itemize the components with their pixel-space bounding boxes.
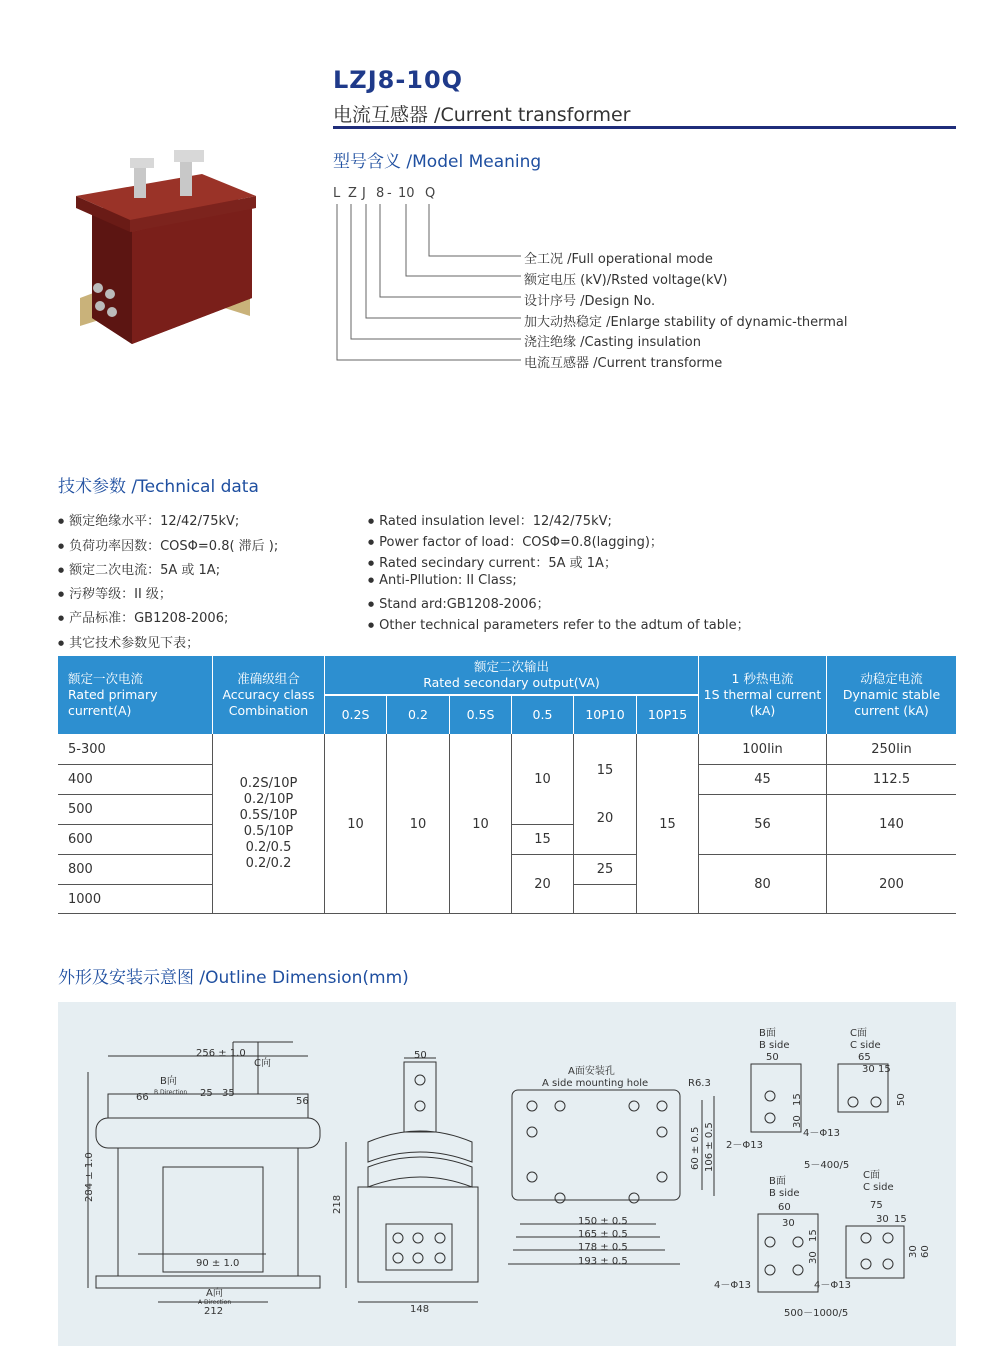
technical-table xyxy=(58,656,956,914)
spec-en-3: ● Rated secindary current：5A 或 1A； xyxy=(368,552,617,571)
dim-218: 218 xyxy=(332,1194,343,1214)
cell-dynamic: 200 xyxy=(879,876,904,892)
dim-2phi13: 2－Φ13 xyxy=(726,1140,763,1151)
spec-cn-2: ● 负荷功率因数：COSΦ=0.8( 滞后 ); xyxy=(58,535,278,554)
code-letter-j: J xyxy=(362,186,366,201)
th-dynamic-current: 动稳定电流 Dynamic stable current (kA) xyxy=(827,656,956,734)
cell-primary: 800 xyxy=(68,861,93,877)
dim-b30: 30 xyxy=(792,1115,803,1128)
spec-cn-3: ● 额定二次电流：5A 或 1A; xyxy=(58,559,220,578)
dim-66: 66 xyxy=(136,1092,149,1103)
dim-178: 178 ± 0.5 xyxy=(578,1242,628,1253)
th-thermal-current: 1 秒热电流 1S thermal current (kA) xyxy=(699,656,826,734)
dim-4phi13-2: 4－Φ13 xyxy=(714,1280,751,1291)
cell-0-5: 20 xyxy=(534,876,551,892)
meaning-line-3: 设计序号 /Design No. xyxy=(524,294,656,309)
outline-heading: 外形及安装示意图 /Outline Dimension(mm) xyxy=(58,968,409,988)
cell-primary: 600 xyxy=(68,831,93,847)
side-body xyxy=(358,1187,478,1282)
b-face-2: B面 xyxy=(769,1176,786,1187)
dim-b15: 15 xyxy=(792,1093,803,1106)
dim-50: 50 xyxy=(414,1050,427,1061)
cell-dynamic: 250Iin xyxy=(871,741,912,757)
code-letter-z: Z xyxy=(348,186,357,201)
dim-284: 284 ± 1.0 xyxy=(84,1152,95,1202)
cell-0-5: 10 xyxy=(534,771,551,787)
dim-c65: 65 xyxy=(858,1052,871,1063)
c-side-2: C side xyxy=(863,1182,894,1193)
cell-primary: 400 xyxy=(68,771,93,787)
cell-0-5: 15 xyxy=(534,831,551,847)
cell-0-2: 10 xyxy=(409,816,427,832)
spec-cn-4: ● 污秽等级：II 级； xyxy=(58,583,172,602)
b-side-1: B side xyxy=(759,1040,790,1051)
th-0-2: 0.2 xyxy=(387,696,449,734)
cell-10p10: 15 xyxy=(596,762,614,778)
dim-150: 150 ± 0.5 xyxy=(578,1216,628,1227)
cell-10p15: 15 xyxy=(659,816,676,832)
b-side-2: B side xyxy=(769,1188,800,1199)
cell-primary: 500 xyxy=(68,801,93,817)
code-letter-l: L xyxy=(333,186,341,201)
dim-4phi13-1: 4－Φ13 xyxy=(803,1128,840,1139)
model-title: LZJ8-10Q xyxy=(333,66,464,94)
b-face-1: B面 xyxy=(759,1028,776,1039)
dim-148: 148 xyxy=(410,1304,430,1315)
model-meaning-leader-lines xyxy=(333,200,523,370)
dim-90: 90 ± 1.0 xyxy=(196,1258,240,1269)
dim-b60: 60 xyxy=(778,1202,791,1213)
front-base xyxy=(96,1276,320,1288)
code-voltage: 10 xyxy=(398,186,415,201)
meaning-line-1: 全工况 /Full operational mode xyxy=(524,252,713,267)
dim-b50: 50 xyxy=(766,1052,779,1063)
meaning-line-6: 电流互感器 /Current transforme xyxy=(524,356,723,371)
c-side-1: C side xyxy=(850,1040,881,1051)
code-dash: - xyxy=(387,186,392,201)
dim-b2-30v: 30 xyxy=(808,1251,819,1264)
th-accuracy-class: 准确级组合 Accuracy class Combination xyxy=(213,656,324,734)
cell-thermal: 56 xyxy=(754,816,771,832)
spec-en-5: ● Stand ard:GB1208-2006； xyxy=(368,593,550,612)
spec-en-6: ● Other technical parameters refer to the adtum of table； xyxy=(368,614,750,633)
cell-0-5s: 10 xyxy=(472,816,489,832)
cell-dynamic: 140 xyxy=(879,816,904,832)
dim-c2-30: 30 xyxy=(876,1214,889,1225)
dim-c2-60: 60 xyxy=(920,1245,931,1258)
dim-c-dir: C向 xyxy=(254,1058,271,1069)
side-shed-2 xyxy=(368,1157,472,1187)
dim-106: 106 ± 0.5 xyxy=(704,1122,715,1172)
side-terminal xyxy=(404,1062,436,1132)
th-0-5s: 0.5S xyxy=(450,696,511,734)
dim-c75: 75 xyxy=(870,1200,883,1211)
dim-60: 60 ± 0.5 xyxy=(690,1126,701,1170)
cell-dynamic: 112.5 xyxy=(872,771,911,787)
dim-c2-30v: 30 xyxy=(908,1245,919,1258)
cell-thermal: 80 xyxy=(754,876,771,892)
c-side-plate-large xyxy=(846,1226,904,1278)
a-hole-en: A side mounting hole xyxy=(542,1078,649,1089)
th-10p15: 10P15 xyxy=(637,696,698,734)
cell-thermal: 100Iin xyxy=(742,741,783,757)
dim-c30: 30 xyxy=(862,1064,875,1075)
dim-25: 25 xyxy=(200,1088,213,1099)
cell-10p10: 20 xyxy=(596,810,614,826)
cell-thermal: 45 xyxy=(754,771,771,787)
th-0-2s: 0.2S xyxy=(325,696,386,734)
th-0-5: 0.5 xyxy=(512,696,573,734)
ratio-2: 500－1000/5 xyxy=(784,1308,849,1319)
dim-b2-30: 30 xyxy=(782,1218,795,1229)
cell-10p10: 25 xyxy=(596,861,614,877)
dim-b-dir: B向 xyxy=(160,1076,177,1087)
dim-b2-15: 15 xyxy=(808,1229,819,1242)
model-meaning-heading: 型号含义 /Model Meaning xyxy=(333,152,542,172)
dim-56: 56 xyxy=(296,1096,309,1107)
product-subtitle: 电流互感器 /Current transformer xyxy=(333,104,631,126)
ratio-1: 5－400/5 xyxy=(804,1160,850,1171)
spec-en-2: ● Power factor of load：COSΦ=0.8(lagging)； xyxy=(368,531,663,550)
spec-en-1: ● Rated insulation level：12/42/75kV; xyxy=(368,510,612,529)
dim-4phi13-3: 4－Φ13 xyxy=(814,1280,851,1291)
a-hole-cn: A面安装孔 xyxy=(568,1066,615,1077)
dim-165: 165 ± 0.5 xyxy=(578,1229,628,1240)
meaning-line-2: 额定电压 (kV)/Rsted voltage(kV) xyxy=(524,273,728,288)
dim-256: 256 ± 1.0 xyxy=(196,1048,246,1059)
th-primary-current: 额定一次电流 Rated primary current(A) xyxy=(58,656,212,734)
spec-cn-6: ● 其它技术参数见下表； xyxy=(58,632,199,651)
outline-drawing xyxy=(58,1002,956,1346)
dim-a-direction: A Direction xyxy=(198,1299,232,1306)
code-letter-q: Q xyxy=(425,186,436,201)
dim-212: 212 xyxy=(204,1306,224,1317)
product-photo xyxy=(72,148,262,358)
c-face-1: C面 xyxy=(850,1028,867,1039)
c-face-2: C面 xyxy=(863,1170,880,1181)
technical-heading: 技术参数 /Technical data xyxy=(58,477,259,497)
cell-primary: 1000 xyxy=(68,891,102,907)
cell-primary: 5-300 xyxy=(68,741,106,757)
cell-0-2s: 10 xyxy=(347,816,364,832)
dim-r63: R6.3 xyxy=(688,1078,711,1089)
dim-c50: 50 xyxy=(896,1093,907,1106)
dim-193: 193 ± 0.5 xyxy=(578,1256,628,1267)
th-10p10: 10P10 xyxy=(574,696,636,734)
spec-cn-1: ● 额定绝缘水平：12/42/75kV; xyxy=(58,510,239,529)
dim-35: 35 xyxy=(222,1088,235,1099)
cell-accuracy: 0.2S/10P 0.2/10P 0.5S/10P 0.5/10P 0.2/0.5 0.2/0.2 xyxy=(239,776,298,871)
dim-a-dir: A向 xyxy=(206,1288,223,1299)
dim-b-direction: B Direction xyxy=(154,1089,188,1096)
code-design-no: 8 xyxy=(376,186,385,201)
spec-en-4: ● Anti-Pllution: II Class; xyxy=(368,573,517,588)
dim-c2-15: 15 xyxy=(894,1214,907,1225)
front-window xyxy=(163,1167,263,1272)
front-shed xyxy=(96,1118,320,1148)
spec-cn-5: ● 产品标准：GB1208-2006; xyxy=(58,607,228,626)
title-divider xyxy=(333,126,956,129)
th-secondary-output: 额定二次输出 Rated secondary output(VA) xyxy=(325,656,698,694)
dim-c15: 15 xyxy=(878,1064,891,1075)
meaning-line-5: 浇注绝缘 /Casting insulation xyxy=(524,335,702,350)
meaning-line-4: 加大动热稳定 /Enlarge stability of dynamic-thermal xyxy=(524,315,848,330)
row-line xyxy=(574,884,636,885)
